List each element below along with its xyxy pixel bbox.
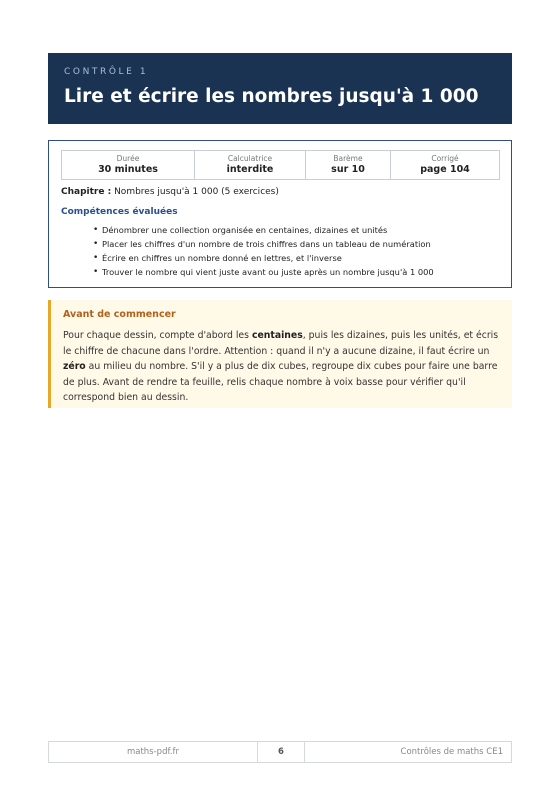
- competences-heading: Compétences évaluées: [61, 207, 178, 217]
- info-box: [48, 140, 512, 288]
- meta-value: sur 10: [331, 164, 365, 175]
- header-banner: [48, 53, 512, 124]
- meta-label: Durée: [116, 154, 140, 163]
- meta-cell-duree: [62, 151, 195, 180]
- list-item: • Placer les chiffres d'un nombre de trois chiffres dans un tableau de numération: [93, 237, 434, 251]
- notice-text-part: , puis les dizaines, puis les unités, et écris le chiffre de chacune dans l'ordre. Attention : quand il n'y a aucune dizaine, il faut écrire un: [63, 330, 499, 357]
- footer-site: maths-pdf.fr: [49, 742, 258, 762]
- meta-cell-bareme: [306, 151, 391, 180]
- chapter-label: Chapitre :: [61, 187, 112, 197]
- meta-value: 30 minutes: [98, 164, 158, 175]
- chapter-line: [61, 187, 279, 197]
- notice-text-part: au milieu du nombre. S'il y a plus de dix cubes, regroupe dix cubes pour faire une barre de plus. Avant de rendre ta feuille, relis chaque nombre à voix basse pour vérifier qu'il correspond bien au dessin.: [63, 361, 498, 403]
- meta-cell-calculatrice: [195, 151, 306, 180]
- page-footer: [48, 741, 512, 763]
- notice-emphasis: zéro: [63, 361, 86, 372]
- notice-box: [48, 300, 512, 408]
- meta-value: page 104: [420, 164, 470, 175]
- footer-collection: Contrôles de maths CE1: [400, 747, 503, 757]
- control-kicker: CONTRÔLE 1: [64, 67, 149, 77]
- notice-text-part: Pour chaque dessin, compte d'abord les: [63, 330, 252, 341]
- list-item: • Trouver le nombre qui vient juste avant ou juste après un nombre jusqu'à 1 000: [93, 265, 434, 279]
- meta-table: [61, 150, 500, 180]
- notice-emphasis: centaines: [251, 330, 303, 341]
- meta-label: Barème: [333, 154, 363, 163]
- competences-list: [93, 223, 434, 279]
- meta-value: interdite: [226, 164, 274, 175]
- chapter-value: Nombres jusqu'à 1 000 (5 exercices): [114, 187, 279, 197]
- meta-label: Corrigé: [431, 154, 459, 163]
- footer-page-number: 6: [258, 742, 305, 762]
- list-item: • Dénombrer une collection organisée en centaines, dizaines et unités: [93, 223, 434, 237]
- page-title: Lire et écrire les nombres jusqu'à 1 000: [64, 86, 479, 107]
- notice-title: Avant de commencer: [63, 309, 176, 320]
- meta-cell-corrige: [391, 151, 500, 180]
- list-item: • Écrire en chiffres un nombre donné en lettres, et l'inverse: [93, 251, 434, 265]
- notice-text: [63, 328, 500, 406]
- meta-label: Calculatrice: [227, 154, 273, 163]
